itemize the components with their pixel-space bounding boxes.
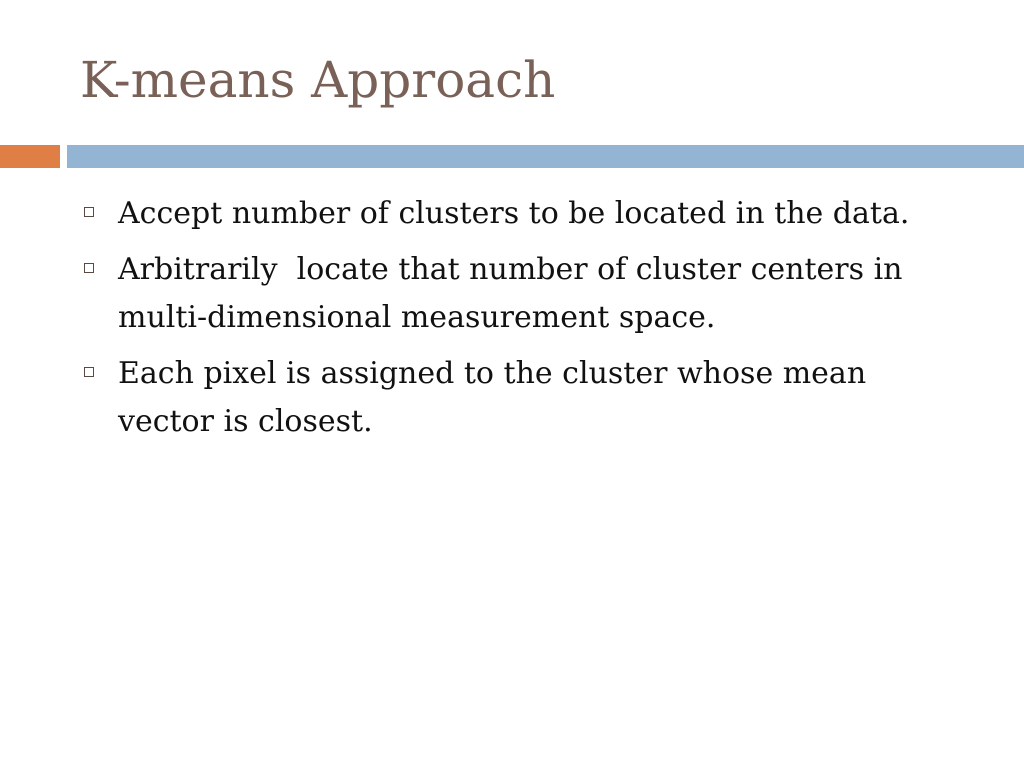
hollow-square-bullet-icon [84, 367, 94, 377]
hollow-square-bullet-icon [84, 207, 94, 217]
bullet-list [80, 190, 960, 454]
bullet-text: Arbitrarily locate that number of cluster centers in multi-dimensional measurement space. [118, 252, 913, 335]
bullet-item [80, 246, 960, 342]
accent-bar-orange [0, 145, 60, 168]
bullet-item [80, 350, 960, 446]
hollow-square-bullet-icon [84, 263, 94, 273]
bullet-text: Each pixel is assigned to the cluster whose mean vector is closest. [118, 356, 876, 439]
accent-bar-blue [67, 145, 1024, 168]
bullet-text: Accept number of clusters to be located in the data. [118, 196, 910, 231]
slide-title: K-means Approach [80, 51, 556, 109]
bullet-item [80, 190, 960, 238]
